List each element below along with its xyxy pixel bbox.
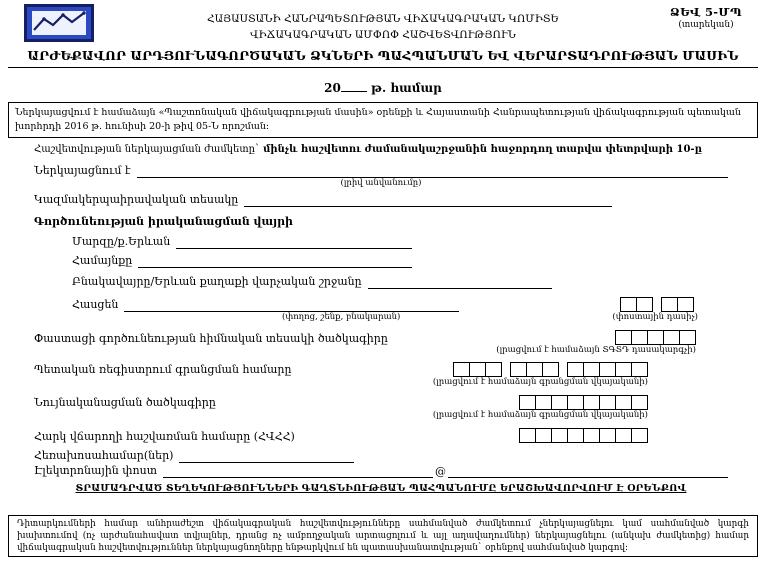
activity-code-box[interactable]	[679, 330, 696, 345]
tin-box[interactable]	[551, 428, 568, 443]
community-input-line[interactable]	[138, 255, 412, 268]
deadline-value: մինչև հաշվետու ժամանակաշրջանին հաջորդող տարվա փետրվարի 10-ը	[263, 143, 702, 155]
presenter-row	[34, 165, 728, 178]
tin-box[interactable]	[519, 428, 536, 443]
email-row	[34, 465, 728, 478]
address-label: Հասցեն	[72, 298, 119, 312]
org-type-input-line[interactable]	[244, 194, 612, 207]
postal-hint: (փոստային դասիչ)	[612, 311, 698, 322]
committee-header	[8, 3, 758, 44]
year-prefix: 20	[324, 81, 341, 95]
region-label: Մարզը/ք.Երևան	[72, 235, 171, 249]
org-type-row	[34, 194, 728, 207]
confidentiality-note: ՏՐԱՄԱԴՐՎԱԾ ՏԵՂԵԿՈՒԹՅՈՒՆՆԵՐԻ ԳԱՂՏՆԻՈՒԹՅԱՆ ՊԱՀՊԱՆՈՒՄԸ ԵՐԱՇԽԱՎՈՐՎՈՒՄ Է ՕՐԵՆՔՈՎ	[75, 482, 687, 494]
year-suffix: թ. համար	[371, 81, 442, 95]
armstat-logo-icon	[24, 4, 94, 42]
activity-code-row	[34, 330, 728, 345]
activity-code-box[interactable]	[631, 330, 648, 345]
identification-code-box[interactable]	[535, 395, 552, 410]
register-number-box[interactable]	[583, 362, 600, 377]
activity-code-box[interactable]	[663, 330, 680, 345]
identification-code-box[interactable]	[631, 395, 648, 410]
activity-code-boxes	[615, 330, 696, 345]
email-label: Էլեկտրոնային փոստ	[34, 464, 157, 478]
tin-label: Հարկ վճարողի հաշվառման համարը (ՀՎՀՀ)	[34, 429, 295, 443]
deadline-note	[34, 144, 758, 155]
identification-code-row	[34, 395, 728, 410]
at-sign: @	[434, 464, 446, 478]
tin-box[interactable]	[583, 428, 600, 443]
identification-code-label: Նույնականացման ծածկագիրը	[34, 396, 216, 410]
title-divider	[8, 67, 758, 68]
settlement-label: Բնակավայրը/Երևան քաղաքի վարչական շրջանը	[72, 275, 362, 289]
register-number-box[interactable]	[526, 362, 543, 377]
register-number-box[interactable]	[599, 362, 616, 377]
address-row	[72, 297, 728, 312]
register-number-box[interactable]	[485, 362, 502, 377]
form-periodicity: (տարեկան)	[678, 20, 734, 30]
activity-code-box[interactable]	[647, 330, 664, 345]
presenter-label: Ներկայացնում է	[34, 163, 131, 177]
identification-code-hint: (լրացվում է համաձայն գրանցման վկայականի)	[432, 409, 648, 420]
register-number-label: Պետական ռեգիստրում գրանցման համարը	[34, 362, 292, 376]
email-local-input-line[interactable]	[163, 466, 433, 478]
year-line	[8, 80, 758, 95]
activity-code-hint: (լրացվում է համաձայն ՏԳՏԴ դասակարգչի)	[496, 345, 696, 356]
identification-code-box[interactable]	[519, 395, 536, 410]
deadline-label: Հաշվետվության ներկայացման ժամկետը`	[34, 143, 260, 155]
identification-code-box[interactable]	[615, 395, 632, 410]
location-group	[72, 236, 728, 322]
activity-code-box[interactable]	[615, 330, 632, 345]
identification-code-box[interactable]	[599, 395, 616, 410]
report-type: ՎԻՃԱԿԱԳՐԱԿԱՆ ԱՄՓՈՓ ՀԱՇՎԵՏՎՈՒԹՅՈՒՆ	[250, 29, 516, 42]
email-domain-input-line[interactable]	[448, 465, 728, 478]
tin-box[interactable]	[567, 428, 584, 443]
form-header	[8, 3, 758, 47]
location-heading: Գործունեության իրականացման վայրի	[34, 214, 293, 228]
register-number-box[interactable]	[542, 362, 559, 377]
postal-code-box[interactable]	[677, 297, 694, 312]
register-number-box[interactable]	[453, 362, 470, 377]
settlement-row	[72, 276, 728, 289]
year-input-line[interactable]	[341, 80, 367, 92]
settlement-input-line[interactable]	[368, 276, 552, 289]
region-input-line[interactable]	[176, 236, 412, 249]
identification-code-box[interactable]	[583, 395, 600, 410]
page-title: ԱՐԺԵՔԱՎՈՐ ԱՐԴՅՈՒՆԱԳՈՐԾԱԿԱՆ ՁԿՆԵՐԻ ՊԱՀՊԱՆՄԱՆ ԵՎ ՎԵՐԱՐՏԱԴՐՈՒԹՅԱՆ ՄԱՍԻՆ	[27, 48, 739, 63]
committee-name: ՀԱՅԱՍՏԱՆԻ ՀԱՆՐԱՊԵՏՈՒԹՅԱՆ ՎԻՃԱԿԱԳՐԱԿԱՆ ԿՈՄԻՏԵ	[207, 13, 559, 25]
activity-code-label: Փաստացի գործունեության հիմնական տեսակի ծածկագիրը	[34, 331, 388, 345]
community-label: Համայնքը	[72, 254, 133, 268]
register-number-box[interactable]	[631, 362, 648, 377]
register-number-box[interactable]	[615, 362, 632, 377]
register-number-hint: (լրացվում է համաձայն գրանցման վկայականի)	[432, 376, 648, 387]
postal-code-box[interactable]	[661, 297, 678, 312]
presenter-input-line[interactable]	[137, 165, 728, 178]
phone-row	[34, 450, 728, 463]
identification-code-box[interactable]	[551, 395, 568, 410]
form-code: ՁԵՎ 5-ՄՊ	[669, 5, 743, 19]
armstat-logo	[24, 4, 94, 42]
tin-box[interactable]	[615, 428, 632, 443]
form-fields	[8, 165, 758, 494]
tin-boxes	[519, 428, 648, 443]
register-number-box[interactable]	[567, 362, 584, 377]
community-row	[72, 255, 728, 268]
form-code-block	[654, 5, 758, 30]
address-input-line[interactable]	[124, 299, 459, 312]
tin-box[interactable]	[535, 428, 552, 443]
legal-basis-box: Ներկայացվում է համաձայն «Պաշտոնական վիճակագրության մասին» օրենքի և Հայաստանի Հանրապետության վիճակագրության պետական խորհրդի 2016 թ. հունիսի 20-ի թիվ 05-Ն որոշման:	[8, 102, 758, 138]
postal-code-boxes	[620, 297, 694, 312]
phone-label: Հեռախոսահամար(ներ)	[34, 449, 174, 463]
postal-code-box[interactable]	[636, 297, 653, 312]
register-number-boxes	[453, 362, 648, 377]
tin-row	[34, 428, 728, 443]
region-row	[72, 236, 728, 249]
register-number-box[interactable]	[510, 362, 527, 377]
register-number-box[interactable]	[469, 362, 486, 377]
liability-box: Դիտարկումների համար անհրաժեշտ վիճակագրական հաշվետվությունները սահմանված ժամկետում չներկայացնելու կամ սահմանված կարգի խախտումով (ոչ արժանահավատ տվյալներ, դրանց ոչ ամբողջական արտացոլում և այլ աղավաղումներ) ներկայացնելու (անկախ ժամկետից) համար վիճակագրական հաշվետվություններ ներկայացնողները ենթարկվում են պատասխանատվության` օրենքով սահմանված կարգով:	[8, 515, 758, 557]
tin-box[interactable]	[599, 428, 616, 443]
tin-box[interactable]	[631, 428, 648, 443]
phone-input-line[interactable]	[179, 451, 354, 463]
register-number-row	[34, 362, 728, 377]
presenter-hint: (լրիվ անվանումը)	[340, 177, 422, 188]
address-hint: (փողոց, շենք, բնակարան)	[282, 311, 401, 322]
org-type-label: Կազմակերպաիրավական տեսակը	[34, 193, 239, 207]
postal-code-box[interactable]	[620, 297, 637, 312]
address-hints-row	[72, 313, 728, 322]
identification-code-boxes	[519, 395, 648, 410]
identification-code-box[interactable]	[567, 395, 584, 410]
